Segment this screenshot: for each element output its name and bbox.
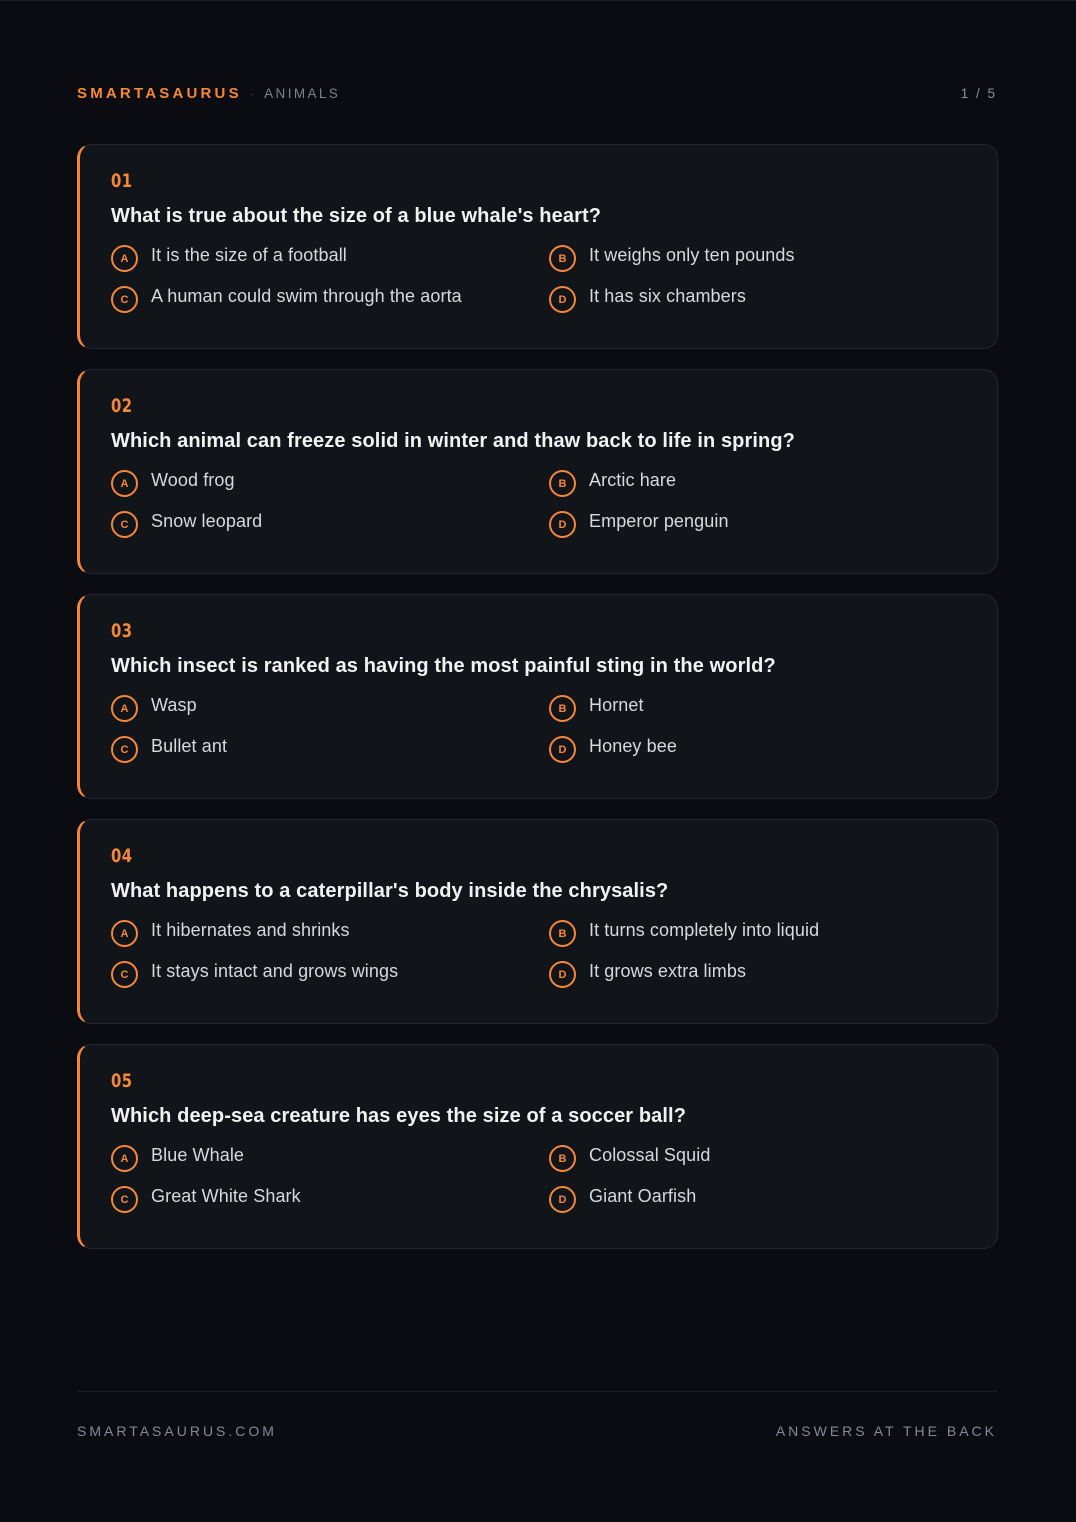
option-grid: [111, 1143, 967, 1212]
option-grid: [111, 918, 967, 987]
page-indicator: 1 / 5: [960, 85, 997, 101]
option-letter-badge: D: [549, 961, 576, 988]
option-c[interactable]: [111, 284, 549, 312]
option-letter-badge: D: [549, 286, 576, 313]
footer-website-link[interactable]: SMARTASAURUS.COM: [77, 1423, 277, 1439]
option-a[interactable]: [111, 468, 549, 496]
question-number: 05: [111, 1070, 133, 1092]
question-list: [77, 144, 998, 1269]
option-letter-badge: D: [549, 511, 576, 538]
option-a[interactable]: [111, 918, 549, 946]
question-text: What happens to a caterpillar's body inside the chrysalis?: [111, 880, 669, 902]
question-number: 03: [111, 620, 133, 642]
option-text: It turns completely into liquid: [589, 920, 820, 940]
option-d[interactable]: [549, 509, 969, 537]
option-d[interactable]: [549, 959, 969, 987]
option-text: Colossal Squid: [589, 1145, 711, 1165]
question-number: 02: [111, 395, 133, 417]
footer-answers-note: ANSWERS AT THE BACK: [775, 1423, 997, 1439]
option-text: Great White Shark: [151, 1186, 301, 1206]
question-text: Which insect is ranked as having the most painful sting in the world?: [111, 655, 776, 677]
option-text: Blue Whale: [151, 1145, 245, 1165]
option-text: Hornet: [589, 695, 644, 715]
brand-group: [77, 85, 340, 102]
brand-name: SMARTASAURUS: [77, 84, 242, 102]
option-c[interactable]: [111, 1184, 549, 1212]
option-text: Honey bee: [589, 736, 677, 756]
option-text: Giant Oarfish: [589, 1186, 697, 1206]
question-card: [77, 1044, 998, 1249]
option-b[interactable]: [549, 693, 969, 721]
option-c[interactable]: [111, 959, 549, 987]
option-text: It stays intact and grows wings: [151, 961, 399, 981]
footer-divider: [77, 1391, 997, 1392]
question-card: [77, 144, 998, 349]
option-text: Bullet ant: [151, 736, 228, 756]
option-text: A human could swim through the aorta: [151, 286, 462, 306]
option-text: Arctic hare: [589, 470, 677, 490]
option-d[interactable]: [549, 734, 969, 762]
option-d[interactable]: [549, 284, 969, 312]
option-letter-badge: D: [549, 1186, 576, 1213]
category-label: ANIMALS: [264, 85, 341, 101]
option-text: It is the size of a football: [151, 245, 347, 265]
option-text: Snow leopard: [151, 511, 263, 531]
option-text: Emperor penguin: [589, 511, 729, 531]
option-a[interactable]: [111, 693, 549, 721]
option-b[interactable]: [549, 243, 969, 271]
question-card: [77, 369, 998, 574]
option-letter-badge: A: [111, 470, 138, 497]
option-letter-badge: C: [111, 286, 138, 313]
option-letter-badge: A: [111, 695, 138, 722]
option-c[interactable]: [111, 509, 549, 537]
option-grid: [111, 693, 967, 762]
option-text: It weighs only ten pounds: [589, 245, 795, 265]
option-grid: [111, 468, 967, 537]
option-letter-badge: B: [549, 470, 576, 497]
question-text: What is true about the size of a blue whale's heart?: [111, 205, 602, 227]
option-letter-badge: A: [111, 245, 138, 272]
option-a[interactable]: [111, 1143, 549, 1171]
question-number: 01: [111, 170, 133, 192]
page-footer: [77, 1423, 997, 1439]
option-grid: [111, 243, 967, 312]
option-d[interactable]: [549, 1184, 969, 1212]
option-letter-badge: A: [111, 920, 138, 947]
option-c[interactable]: [111, 734, 549, 762]
option-letter-badge: C: [111, 736, 138, 763]
option-letter-badge: C: [111, 961, 138, 988]
option-letter-badge: A: [111, 1145, 138, 1172]
option-text: Wood frog: [151, 470, 235, 490]
option-letter-badge: B: [549, 245, 576, 272]
page-header: [77, 83, 997, 103]
option-b[interactable]: [549, 468, 969, 496]
question-number: 04: [111, 845, 133, 867]
option-text: It hibernates and shrinks: [151, 920, 350, 940]
question-text: Which deep-sea creature has eyes the size of a soccer ball?: [111, 1105, 687, 1127]
option-text: Wasp: [151, 695, 197, 715]
option-letter-badge: B: [549, 1145, 576, 1172]
option-letter-badge: C: [111, 511, 138, 538]
question-card: [77, 819, 998, 1024]
question-text: Which animal can freeze solid in winter and thaw back to life in spring?: [111, 430, 795, 452]
option-a[interactable]: [111, 243, 549, 271]
option-text: It grows extra limbs: [589, 961, 747, 981]
option-b[interactable]: [549, 1143, 969, 1171]
option-b[interactable]: [549, 918, 969, 946]
option-letter-badge: C: [111, 1186, 138, 1213]
option-letter-badge: D: [549, 736, 576, 763]
option-letter-badge: B: [549, 695, 576, 722]
option-text: It has six chambers: [589, 286, 746, 306]
header-separator: ·: [249, 85, 255, 101]
question-card: [77, 594, 998, 799]
option-letter-badge: B: [549, 920, 576, 947]
